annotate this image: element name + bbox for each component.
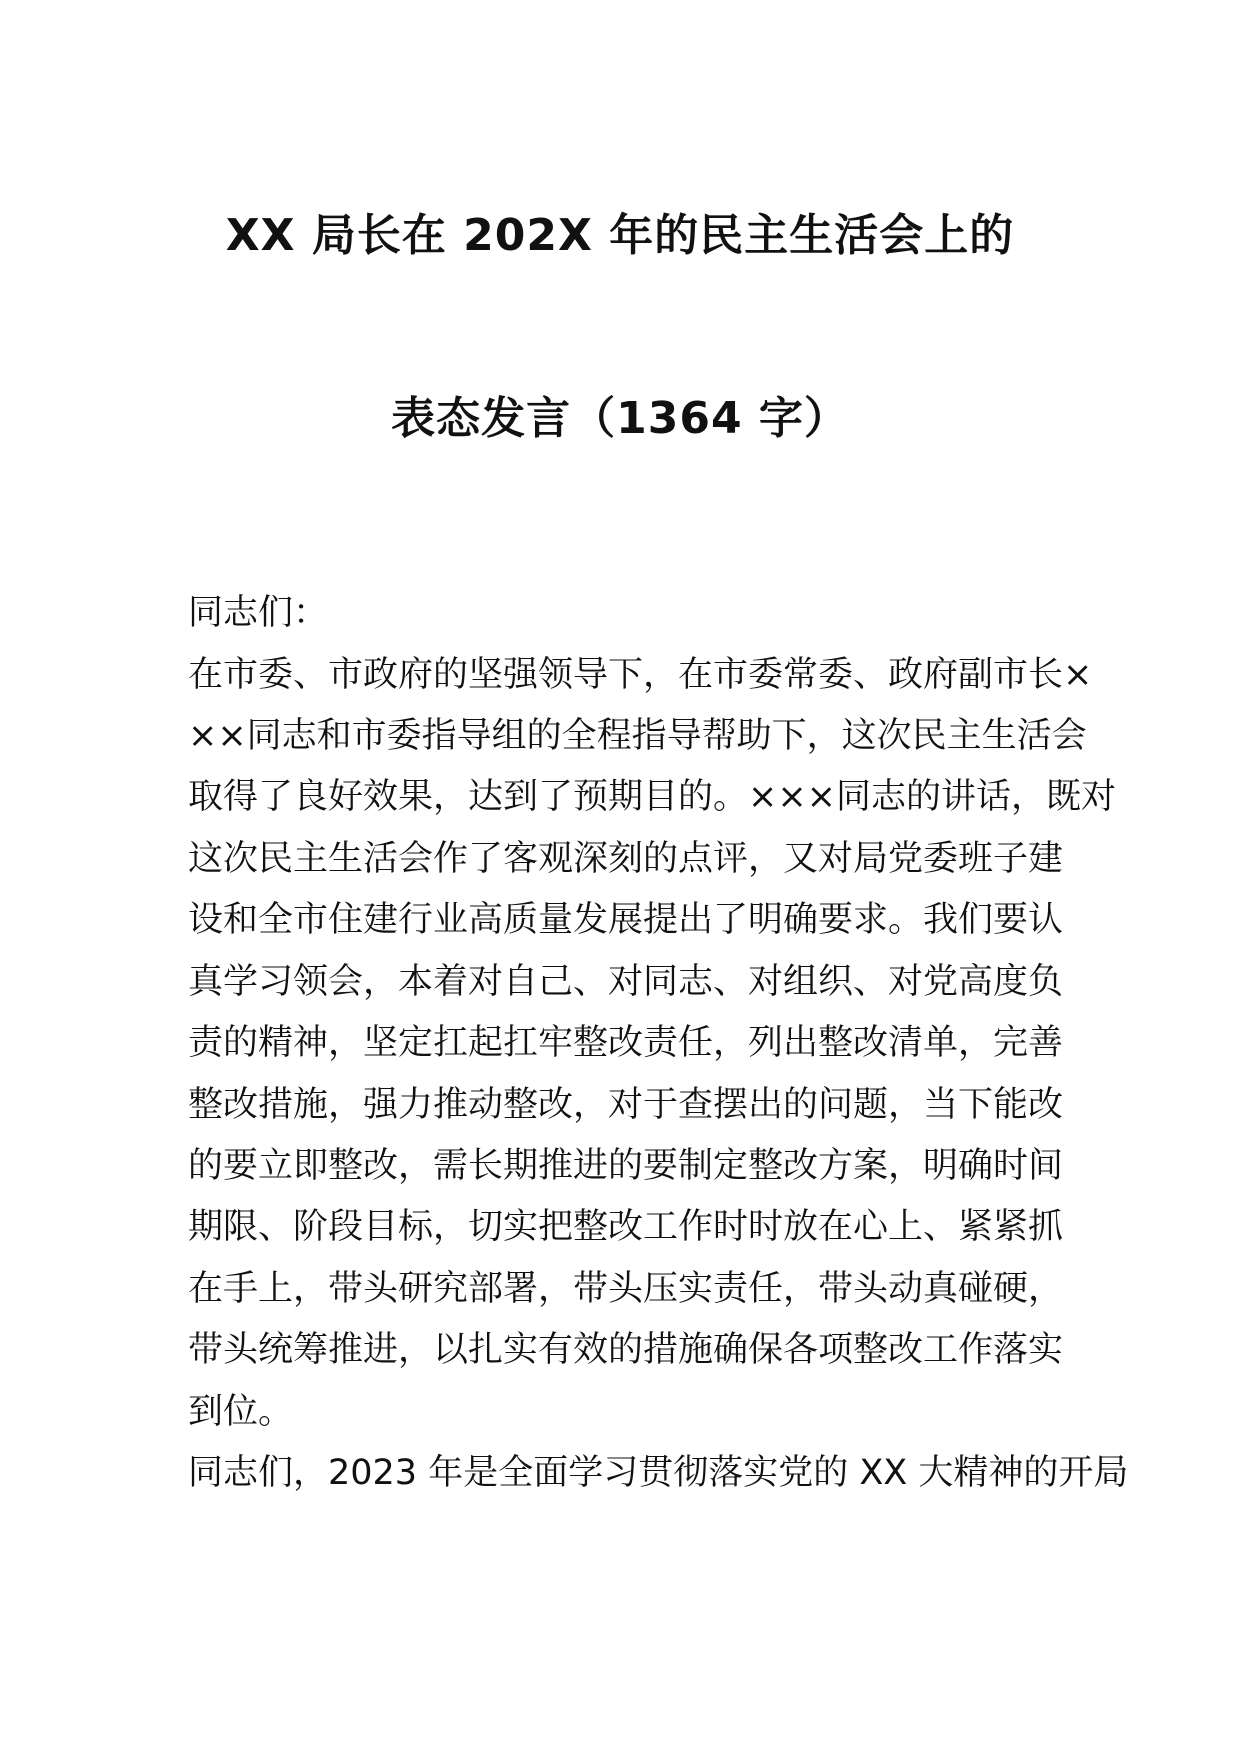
body-line: 设和全市住建行业高质量发展提出了明确要求。我们要认 <box>188 900 1064 940</box>
body-line: 在手上，带头研究部署，带头压实责任，带头动真碰硬， <box>188 1269 1064 1309</box>
body-line: ××同志和市委指导组的全程指导帮助下，这次民主生活会 <box>188 716 1087 756</box>
body-line: 在市委、市政府的坚强领导下，在市委常委、政府副市长× <box>188 655 1093 695</box>
body-line: 整改措施，强力推动整改，对于查摆出的问题，当下能改 <box>188 1085 1064 1125</box>
body-line: 取得了良好效果，达到了预期目的。×××同志的讲话，既对 <box>188 777 1116 817</box>
body-line: 这次民主生活会作了客观深刻的点评，又对局党委班子建 <box>188 839 1064 879</box>
body-line: 带头统筹推进，以扎实有效的措施确保各项整改工作落实 <box>188 1330 1064 1370</box>
salutation: 同志们： <box>188 593 329 633</box>
body-line: 到位。 <box>188 1392 294 1432</box>
body-line: 真学习领会，本着对自己、对同志、对组织、对党高度负 <box>188 962 1064 1002</box>
body-line: 同志们，2023 年是全面学习贯彻落实党的 XX 大精神的开局 <box>188 1453 1129 1493</box>
body-line: 责的精神，坚定扛起扛牢整改责任，列出整改清单，完善 <box>188 1023 1064 1063</box>
body-line: 期限、阶段目标，切实把整改工作时时放在心上、紧紧抓 <box>188 1207 1064 1247</box>
document-title-line-2: 表态发言（1364 字） <box>391 393 849 444</box>
document-title-line-1: XX 局长在 202X 年的民主生活会上的 <box>225 210 1015 261</box>
body-line: 的要立即整改，需长期推进的要制定整改方案，明确时间 <box>188 1146 1064 1186</box>
